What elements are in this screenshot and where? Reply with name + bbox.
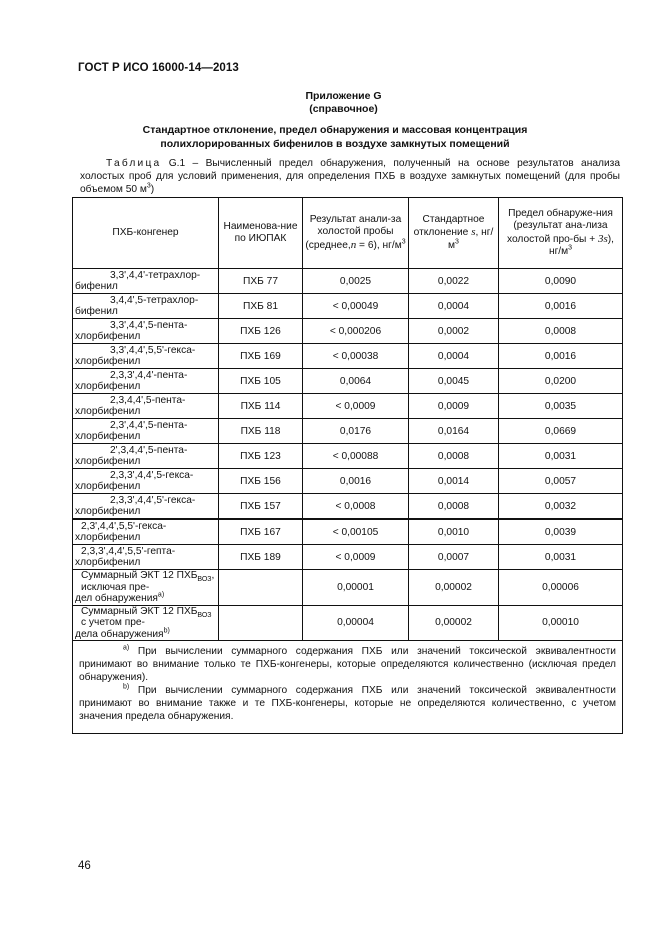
annex-title	[0, 90, 661, 116]
sd-cell: 0,0002	[409, 319, 499, 344]
caption-label: Таблица	[106, 158, 162, 169]
caption-text: – Вычисленный предел обнаружения, полученный на основе результатов анализа холостых проб для условий применения, для определения ПХБ в воздухе замкнутых помещений (для пробы объемом 50 м	[80, 158, 620, 196]
blank-cell: < 0,00105	[303, 519, 409, 545]
table-caption	[80, 157, 620, 197]
table-row	[73, 519, 623, 545]
sd-cell: 0,0008	[409, 444, 499, 469]
caption-unit-sup: 3	[146, 183, 151, 191]
sum-row	[73, 570, 623, 606]
sum-row	[73, 605, 623, 641]
blank-cell: < 0,0009	[303, 545, 409, 570]
congener-cell: 3,3',4,4',5-пента- хлорбифенил	[73, 319, 219, 344]
congener-cell: 2,3,3',4,4'-пента- хлорбифенил	[73, 369, 219, 394]
congener-cell: 3,4,4',5-тетрахлор- бифенил	[73, 294, 219, 319]
iupac-cell: ПХБ 81	[219, 294, 303, 319]
sd-cell: 0,0014	[409, 469, 499, 494]
blank-cell: 0,0176	[303, 419, 409, 444]
sd-cell: 0,0007	[409, 545, 499, 570]
blank-cell: 0,0025	[303, 269, 409, 294]
lod-cell: 0,0035	[499, 394, 623, 419]
lod-table	[72, 197, 623, 734]
iupac-cell: ПХБ 189	[219, 545, 303, 570]
header-iupac: Наименова-ние по ИЮПАК	[219, 198, 303, 269]
table-row	[73, 269, 623, 294]
sd-cell: 0,0004	[409, 344, 499, 369]
page-number: 46	[78, 860, 91, 872]
table-row	[73, 294, 623, 319]
table-row	[73, 494, 623, 520]
table-notes	[73, 641, 623, 734]
table-row	[73, 344, 623, 369]
sd-cell: 0,00002	[409, 605, 499, 641]
lod-cell: 0,0016	[499, 294, 623, 319]
lod-cell: 0,0031	[499, 545, 623, 570]
annex-label: Приложение G	[305, 90, 382, 102]
sd-cell: 0,0045	[409, 369, 499, 394]
blank-cell: < 0,0008	[303, 494, 409, 520]
congener-cell: 2,3',4,4',5,5'-гекса- хлорбифенил	[73, 519, 219, 545]
iupac-cell: ПХБ 114	[219, 394, 303, 419]
lod-cell: 0,0057	[499, 469, 623, 494]
lod-cell: 0,0039	[499, 519, 623, 545]
header-detection-limit: Предел обнаруже-ния (результат ана-лиза холостой про-бы + 3s), $нг/м^3$	[499, 198, 623, 269]
iupac-cell	[219, 605, 303, 641]
sd-cell: 0,00002	[409, 570, 499, 606]
iupac-cell: ПХБ 126	[219, 319, 303, 344]
header-std-dev: Стандартное отклонение s, $нг/м^3$	[409, 198, 499, 269]
annex-type: (справочное)	[309, 103, 378, 115]
note-a: $^{a)}$ При вычислении суммарного содержания ПХБ или значений токсической эквивалентности принимают во внимание только те ПХБ-конгенеры, которые определяются количественно (исключая предел обнаружения).	[79, 644, 616, 683]
sd-cell: 0,0022	[409, 269, 499, 294]
lod-cell: 0,00010	[499, 605, 623, 641]
table-row	[73, 419, 623, 444]
table-header-row	[73, 198, 623, 269]
iupac-cell: ПХБ 167	[219, 519, 303, 545]
congener-cell: 3,3',4,4',5,5'-гекса- хлорбифенил	[73, 344, 219, 369]
congener-cell: 3,3',4,4'-тетрахлор- бифенил	[73, 269, 219, 294]
document-id: ГОСТ Р ИСО 16000-14—2013	[78, 62, 239, 74]
table-row	[73, 469, 623, 494]
blank-cell: < 0,00038	[303, 344, 409, 369]
sum-label-cell: Суммарный ЭКТ 12 $ПХБ_{ВОЗ}$, исключая пре- дел обнаружения$^{a)}$	[73, 570, 219, 606]
iupac-cell: ПХБ 156	[219, 469, 303, 494]
congener-cell: 2,3,4,4',5-пента- хлорбифенил	[73, 394, 219, 419]
lod-cell: 0,0031	[499, 444, 623, 469]
iupac-cell: ПХБ 123	[219, 444, 303, 469]
blank-cell: 0,0064	[303, 369, 409, 394]
lod-cell: 0,0669	[499, 419, 623, 444]
congener-cell: 2',3,4,4',5-пента- хлорбифенил	[73, 444, 219, 469]
iupac-cell	[219, 570, 303, 606]
sum-label-cell: Суммарный ЭКТ 12 $ПХБ_{ВОЗ}$ с учетом пре- дела обнаружения$^{b)}$	[73, 605, 219, 641]
lod-cell: 0,0008	[499, 319, 623, 344]
table-row	[73, 369, 623, 394]
sd-cell: 0,0164	[409, 419, 499, 444]
lod-cell: 0,0200	[499, 369, 623, 394]
table-row	[73, 319, 623, 344]
congener-cell: 2,3',4,4',5-пента- хлорбифенил	[73, 419, 219, 444]
blank-cell: < 0,00088	[303, 444, 409, 469]
header-blank-result: Результат анали-за холостой пробы (среднее,n = 6), $нг/м^3$	[303, 198, 409, 269]
congener-cell: 2,3,3',4,4',5,5'-гепта- хлорбифенил	[73, 545, 219, 570]
annex-heading-line2: полихлорированных бифенилов в воздухе замкнутых помещений	[160, 137, 510, 150]
blank-cell: < 0,00049	[303, 294, 409, 319]
note-b: $^{b)}$ При вычислении суммарного содержания ПХБ или значений токсической эквивалентности принимают во внимание также и те ПХБ-конгенеры, которые не определяются количественно, с учетом значения предела обнаружения.	[79, 683, 616, 722]
blank-cell: 0,0016	[303, 469, 409, 494]
blank-cell: 0,00001	[303, 570, 409, 606]
congener-cell: 2,3,3',4,4',5-гекса- хлорбифенил	[73, 469, 219, 494]
lod-cell: 0,00006	[499, 570, 623, 606]
blank-cell: < 0,0009	[303, 394, 409, 419]
sd-cell: 0,0009	[409, 394, 499, 419]
iupac-cell: ПХБ 169	[219, 344, 303, 369]
lod-cell: 0,0016	[499, 344, 623, 369]
sd-cell: 0,0008	[409, 494, 499, 520]
annex-heading-line1: Стандартное отклонение, предел обнаружения и массовая концентрация	[142, 124, 528, 136]
iupac-cell: ПХБ 105	[219, 369, 303, 394]
table-row	[73, 394, 623, 419]
lod-cell: 0,0032	[499, 494, 623, 520]
lod-cell: 0,0090	[499, 269, 623, 294]
sd-cell: 0,0010	[409, 519, 499, 545]
caption-number: G.1	[168, 158, 186, 169]
iupac-cell: ПХБ 118	[219, 419, 303, 444]
iupac-cell: ПХБ 157	[219, 494, 303, 520]
annex-heading	[100, 124, 570, 151]
notes-row	[73, 641, 623, 734]
table-row	[73, 545, 623, 570]
table-row	[73, 444, 623, 469]
caption-close: )	[150, 184, 155, 196]
blank-cell: 0,00004	[303, 605, 409, 641]
sd-cell: 0,0004	[409, 294, 499, 319]
iupac-cell: ПХБ 77	[219, 269, 303, 294]
header-congener: ПХБ-конгенер	[73, 198, 219, 269]
congener-cell: 2,3,3',4,4',5'-гекса- хлорбифенил	[73, 494, 219, 520]
blank-cell: < 0,000206	[303, 319, 409, 344]
